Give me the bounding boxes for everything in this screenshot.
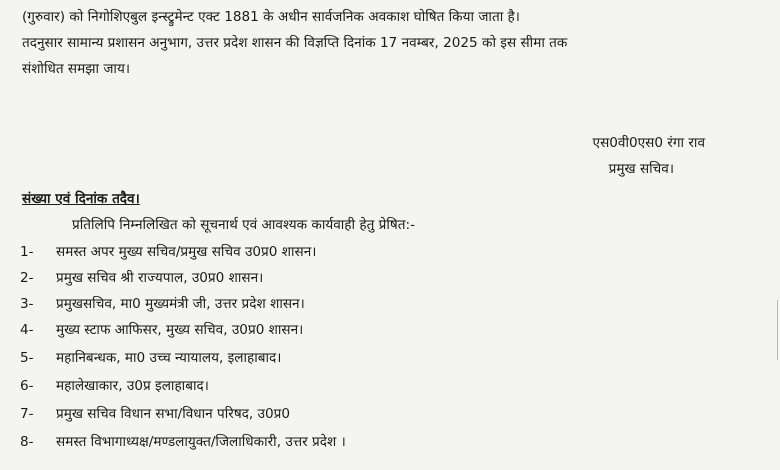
list-item-text: महालेखाकार, उ0प्र इलाहाबाद।	[56, 378, 209, 394]
list-item-text: महानिबन्धक, मा0 उच्च न्यायालय, इलाहाबाद।	[56, 350, 282, 366]
list-item	[20, 432, 346, 454]
reference-line: संख्या एवं दिनांक तदैव।	[22, 191, 140, 207]
list-item-text: मुख्य स्टाफ आफिसर, मुख्य सचिव, उ0प्र0 शासन।	[56, 322, 304, 338]
list-item-text: प्रमुख सचिव विधान सभा/विधान परिषद, उ0प्र0	[56, 406, 291, 422]
body-line-3: संशोधित समझा जाय।	[22, 61, 130, 77]
list-item	[20, 376, 209, 398]
body-line-2: तदनुसार सामान्य प्रशासन अनुभाग, उत्तर प्रदेश शासन की विज्ञप्ति दिनांक 17 नवम्बर, 2025 को इस सीमा तक	[22, 35, 568, 51]
list-item	[20, 404, 290, 426]
signatory-designation: प्रमुख सचिव।	[608, 161, 674, 177]
list-item-text: समस्त अपर मुख्य सचिव/प्रमुख सचिव उ0प्र0 शासन।	[56, 244, 317, 260]
list-item-number: 2-	[20, 270, 34, 286]
list-item-number: 8-	[20, 434, 34, 450]
list-item	[20, 242, 316, 264]
list-item	[20, 320, 303, 342]
list-item-number: 6-	[20, 378, 34, 394]
list-item-text: प्रमुख सचिव श्री राज्यपाल, उ0प्र0 शासन।	[56, 270, 264, 286]
signatory-name: एस0वी0एस0 रंगा राव	[592, 135, 705, 151]
list-item	[20, 294, 305, 316]
list-item	[20, 348, 281, 370]
body-line-1: (गुरुवार) को निगोशिएबुल इन्स्ट्रुमेन्ट एक्ट 1881 के अधीन सार्वजनिक अवकाश घोषित किया जाता है।	[22, 9, 520, 25]
list-item-text: समस्त विभागाध्यक्ष/मण्डलायुक्त/जिलाधिकारी, उत्तर प्रदेश ।	[56, 434, 346, 450]
list-item-number: 1-	[20, 244, 34, 260]
list-item-number: 5-	[20, 350, 34, 366]
copy-intro: प्रतिलिपि निम्नलिखित को सूचनार्थ एवं आवश्यक कार्यवाही हेतु प्रेषित:-	[72, 217, 416, 233]
page-edge-divider	[777, 300, 778, 360]
list-item-number: 7-	[20, 406, 34, 422]
list-item	[20, 268, 263, 290]
list-item-number: 4-	[20, 322, 34, 338]
list-item-text: प्रमुखसचिव, मा0 मुख्यमंत्री जी, उत्तर प्रदेश शासन।	[56, 296, 305, 312]
list-item-number: 3-	[20, 296, 34, 312]
